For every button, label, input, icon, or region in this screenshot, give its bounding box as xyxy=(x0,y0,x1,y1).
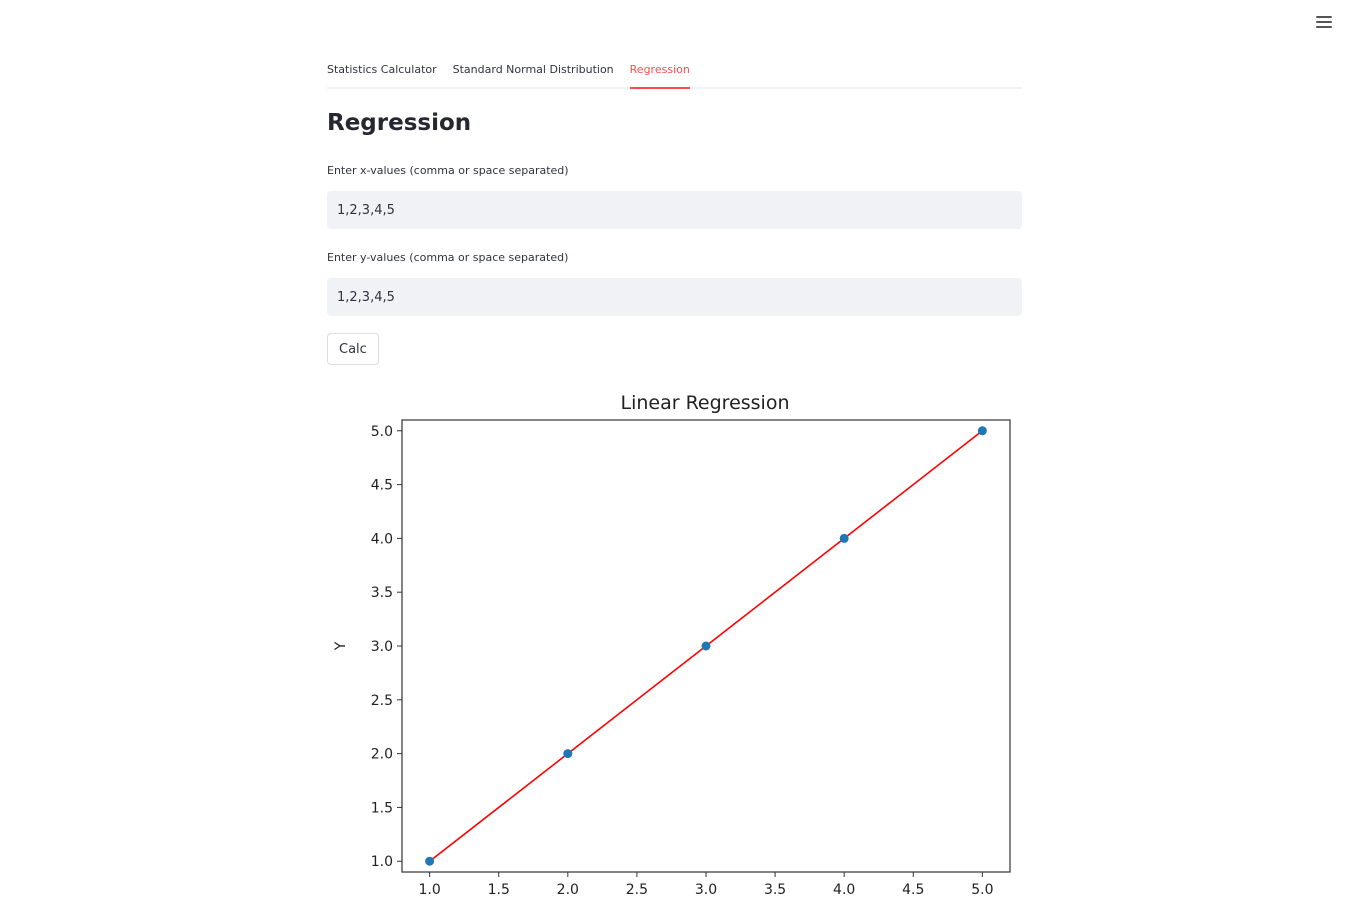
hamburger-menu-icon xyxy=(1316,16,1332,28)
y-values-label: Enter y-values (comma or space separated) xyxy=(327,251,569,264)
x-tick-label: 1.0 xyxy=(418,882,441,898)
tab-standard-normal-distribution[interactable]: Standard Normal Distribution xyxy=(452,63,614,76)
y-tick-label: 2.5 xyxy=(370,692,393,709)
x-tick-label: 4.0 xyxy=(833,882,856,898)
chart-title: Linear Regression xyxy=(620,392,790,414)
x-tick-label: 5.0 xyxy=(971,882,994,898)
data-point xyxy=(425,857,434,866)
data-point xyxy=(840,534,849,543)
x-values-label: Enter x-values (comma or space separated) xyxy=(327,164,569,177)
y-tick-label: 4.5 xyxy=(370,477,393,494)
x-tick-label: 2.5 xyxy=(625,882,649,898)
data-point xyxy=(563,749,572,758)
y-tick-label: 5.0 xyxy=(370,423,393,440)
data-point xyxy=(702,642,711,651)
tab-statistics-calculator[interactable]: Statistics Calculator xyxy=(327,63,437,76)
y-tick-label: 4.0 xyxy=(370,531,393,548)
page-title: Regression xyxy=(327,110,472,136)
x-tick-label: 2.0 xyxy=(556,882,579,898)
tab-regression[interactable]: Regression xyxy=(630,52,690,87)
y-axis-label: Y xyxy=(333,641,349,651)
y-tick-label: 1.5 xyxy=(370,800,393,817)
x-tick-label: 3.5 xyxy=(763,882,787,898)
tab-bar xyxy=(327,52,1022,89)
y-tick-label: 2.0 xyxy=(370,746,393,763)
x-tick-label: 3.0 xyxy=(694,882,718,898)
y-tick-label: 3.0 xyxy=(370,639,393,655)
x-values-input[interactable] xyxy=(327,191,1022,229)
y-values-input[interactable] xyxy=(327,278,1022,316)
chart-svg xyxy=(327,385,1027,900)
x-tick-label: 4.5 xyxy=(902,882,925,898)
x-tick-label: 1.5 xyxy=(487,882,510,898)
data-point xyxy=(978,426,987,435)
main-menu-button[interactable] xyxy=(1308,8,1340,36)
calc-button[interactable]: Calc xyxy=(327,333,379,365)
y-tick-label: 1.0 xyxy=(370,854,393,871)
y-tick-label: 3.5 xyxy=(370,585,393,602)
regression-chart xyxy=(327,385,1027,900)
